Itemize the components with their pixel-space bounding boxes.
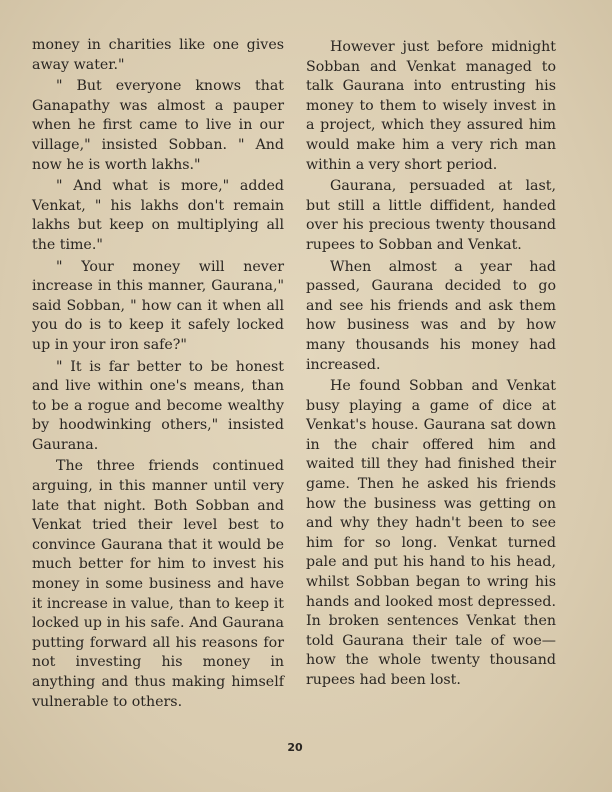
paragraph: He found Sobban and Venkat busy playing a game of dice at Venkat's house. Gaurana sat down in the chair offered him and waited till they had finished their game. Then he asked his friends how the business was getting on and why they hadn't been to see him for so long. Venkat turned pale and put his hand to his head, whilst Sobban began to wring his hands and looked most depressed. In broken sentences Venkat then told Gaurana their tale of woe—how the whole twenty thousand rupees had been lost.	[306, 378, 556, 688]
paragraph: " But everyone knows that Ganapathy was almost a pauper when he first came to live in our village," insisted Sobban. " And now he is worth lakhs."	[32, 78, 284, 173]
left-text-column	[32, 36, 284, 712]
page-number: 20	[287, 741, 303, 754]
paragraph: " It is far better to be honest and live within one's means, than to be a rogue and become wealthy by hoodwinking others," insisted Gaurana.	[32, 358, 284, 453]
paragraph: However just before midnight Sobban and Venkat managed to talk Gaurana into entrusting his money to them to wisely invest in a project, which they assured him would make him a very rich man within a very short period.	[306, 39, 556, 173]
right-text-column	[306, 36, 556, 691]
paragraph: " And what is more," added Venkat, " his lakhs don't remain lakhs but keep on multiplying all the time."	[32, 178, 284, 253]
paragraph: " Your money will never increase in this manner, Gaurana," said Sobban, " how can it when all you do is to keep it safely locked up in your iron safe?"	[32, 258, 284, 353]
paragraph: Gaurana, persuaded at last, but still a little diffident, handed over his precious twenty thousand rupees to Sobban and Venkat.	[306, 178, 556, 253]
paragraph: money in charities like one gives away water."	[32, 37, 284, 73]
paragraph: When almost a year had passed, Gaurana decided to go and see his friends and ask them how business was and by how many thousands his money had increased.	[306, 258, 556, 373]
paragraph: The three friends continued arguing, in this manner until very late that night. Both Sobban and Venkat tried their level best to convince Gaurana that it would be much better for him to invest his money in some business and have it increase in value, than to keep it locked up in his safe. And Gaurana putting forward all his reasons for not investing his money in anything and thus making himself vulnerable to others.	[32, 458, 284, 710]
